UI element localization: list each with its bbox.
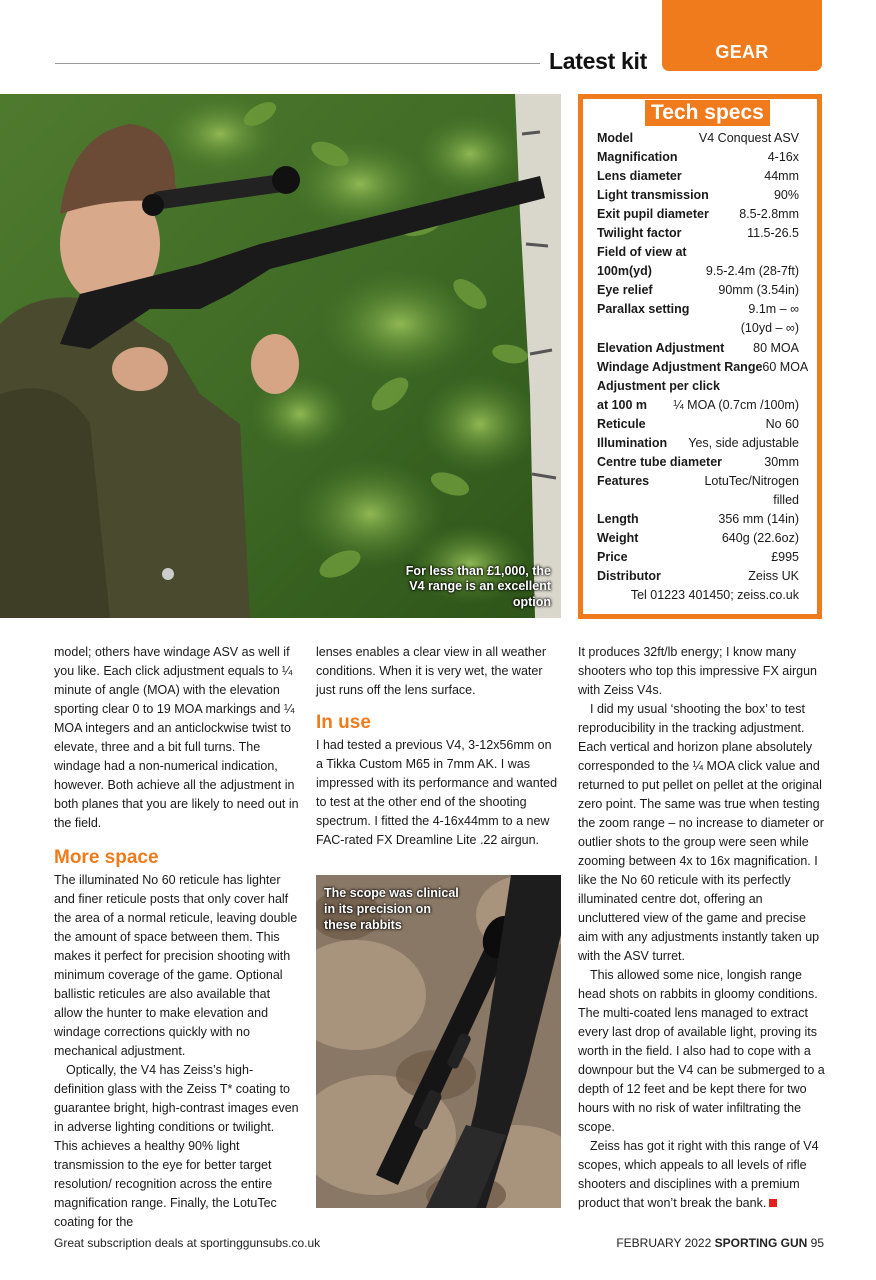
page-number: 95 <box>810 1236 824 1250</box>
body-paragraph: lenses enables a clear view in all weather conditions. When it is very wet, the water just runs off the lens surface. <box>316 645 546 697</box>
spec-label: Illumination <box>597 435 668 450</box>
spec-label: Light transmission <box>597 188 709 203</box>
subheading-more-space: More space <box>54 847 159 868</box>
spec-row <box>597 434 799 453</box>
spec-row <box>597 453 799 472</box>
spec-label: Lens diameter <box>597 169 682 184</box>
spec-label: 100m(yd) <box>597 264 652 279</box>
body-paragraph-final <box>578 1137 826 1213</box>
spec-value: V4 Conquest ASV <box>698 131 799 145</box>
spec-label: Distributor <box>597 569 661 584</box>
spec-row <box>597 339 799 358</box>
spec-label: Parallax setting <box>597 302 690 317</box>
spec-value: Yes, side adjustable <box>688 435 799 450</box>
hero-photo-caption: For less than £1,000, the V4 range is an excellent option <box>405 563 551 609</box>
article-column-3 <box>578 643 826 1213</box>
spec-label: Twilight factor <box>597 226 682 241</box>
spec-value: 640g (22.6oz) <box>721 530 799 545</box>
spec-label: Weight <box>597 530 639 545</box>
spec-row <box>597 529 799 548</box>
spec-value: ¼ MOA (0.7cm /100m) <box>673 397 799 412</box>
spec-row <box>597 148 799 167</box>
spec-value: 11.5-26.5 <box>747 226 799 241</box>
spec-label: Elevation Adjustment <box>597 340 725 355</box>
spec-value: filled <box>773 492 799 507</box>
spec-row <box>597 281 799 300</box>
footer-magazine: SPORTING GUN <box>714 1236 808 1250</box>
tech-specs-title: Tech specs <box>645 100 770 126</box>
spec-row <box>597 377 799 396</box>
spec-label: Reticule <box>597 416 646 431</box>
spec-row <box>597 415 799 434</box>
section-title: Latest kit <box>549 48 647 74</box>
spec-row <box>597 396 799 415</box>
spec-row <box>597 167 799 186</box>
spec-label: Model <box>597 131 634 145</box>
spec-value: 44mm <box>764 169 799 184</box>
rabbits-photo-caption: The scope was clinical in its precision on these rabbits <box>324 886 459 932</box>
spec-label: Features <box>597 473 650 488</box>
spec-row <box>597 300 799 319</box>
spec-row <box>597 129 799 148</box>
tech-specs-box <box>578 94 822 619</box>
spec-row <box>597 186 799 205</box>
spec-label: Length <box>597 511 639 526</box>
spec-value: 60 MOA <box>762 359 809 374</box>
section-tab <box>662 0 822 71</box>
spec-label: Magnification <box>597 150 678 165</box>
subheading-in-use: In use <box>316 712 371 733</box>
article-column-1 <box>54 643 299 1232</box>
spec-label: at 100 m <box>597 397 648 412</box>
spec-row <box>597 472 799 491</box>
spec-value: 9.5-2.4m (28-7ft) <box>705 264 799 279</box>
body-paragraph: Optically, the V4 has Zeiss’s high-definition glass with the Zeiss T* coating to guarantee bright, high-contrast images even in adverse lighting conditions or twilight. This achieves a healthy 90% light transmission to the eye for better target resolution/ recognition across the entire magnification range. Finally, the LotuTec coating for the <box>54 1063 299 1229</box>
spec-row <box>597 243 799 262</box>
footer-date: FEBRUARY 2022 <box>616 1236 712 1250</box>
body-paragraph: I did my usual ‘shooting the box’ to test reproducibility in the tracking adjustment. Each vertical and horizon plane absolutely corresponded to the ¼ MOA click value and returned to put pellet on pellet at the original zero point. The same was true when testing the zoom range – no increase to diameter or outlier shots to the group were seen while zooming between 4x to 16x magnification. I like the No 60 reticule with its perfectly illuminated centre dot, offering an uncluttered view of the game and precise aim with any adjustments instantly taken up with the ASV turret. <box>578 702 824 963</box>
spec-value: 90% <box>773 188 799 203</box>
header-rule <box>55 63 540 64</box>
spec-row <box>597 567 799 586</box>
spec-row <box>597 224 799 243</box>
spec-value: £995 <box>771 550 799 565</box>
hero-photo <box>0 94 561 618</box>
body-paragraph: model; others have windage ASV as well if you like. Each click adjustment equals to ¼ minute of angle (MOA) with the elevation sporting clear 0 to 19 MOA markings and ¼ MOA integers and an anticlockwise twist to elevate, three and a bit full turns. The windage had a non-numerical indication, however. Both achieve all the adjustment in both planes that you are likely to need out in the field. <box>54 645 299 830</box>
spec-row <box>597 262 799 281</box>
body-paragraph: It produces 32ft/lb energy; I know many shooters who top this impressive FX airgun with Zeiss V4s. <box>578 645 817 697</box>
spec-row <box>597 510 799 529</box>
spec-label: Centre tube diameter <box>597 454 723 469</box>
hero-photo-illustration <box>0 94 561 618</box>
body-paragraph: I had tested a previous V4, 3-12x56mm on a Tikka Custom M65 in 7mm AK. I was impressed with its performance and wanted to test at the other end of the shooting spectrum. I fitted the 4-16x44mm to a new FAC-rated FX Dreamline Lite .22 airgun. <box>316 738 558 847</box>
spec-value: 356 mm (14in) <box>718 511 799 526</box>
spec-label: Field of view at <box>597 245 687 260</box>
body-paragraph: This allowed some nice, longish range head shots on rabbits in gloomy conditions. The multi-coated lens managed to extract every last drop of available light, proving its worth in the field. I also had to cope with a downpour but the V4 can be submerged to a depth of 12 feet and be kept there for two hours with no risk of water infiltrating the scope. <box>578 968 825 1134</box>
spec-value: 30mm <box>764 454 799 469</box>
article-column-2 <box>316 643 561 850</box>
spec-label: Windage Adjustment Range <box>597 359 763 374</box>
body-paragraph: The illuminated No 60 reticule has lighter and finer reticule posts that only cover half the area of a normal reticule, leaving double the amount of space between them. This makes it perfect for precision shooting with minimum coverage of the game. Optional ballistic reticules are also available that allow the hunter to make elevation and windage corrections quickly with no mechanical adjustment. <box>54 873 298 1058</box>
spec-value: 4-16x <box>767 150 799 165</box>
footer-subscription: Great subscription deals at sportinggunsubs.co.uk <box>54 1236 321 1250</box>
end-mark-icon <box>769 1199 777 1207</box>
spec-value: 8.5-2.8mm <box>739 207 799 222</box>
spec-value: LotuTec/Nitrogen <box>704 473 799 488</box>
section-tab-label: GEAR <box>715 42 769 62</box>
spec-label: Eye relief <box>597 283 653 298</box>
spec-row <box>597 358 809 377</box>
spec-label: Exit pupil diameter <box>597 207 709 222</box>
footer-folio <box>616 1236 824 1250</box>
tech-specs-list <box>597 129 809 605</box>
spec-row <box>597 548 799 567</box>
spec-row <box>597 319 799 338</box>
spec-value: Zeiss UK <box>748 569 799 584</box>
final-paragraph-text: Zeiss has got it right with this range of V4 scopes, which appeals to all levels of rifle shooters and disciplines with a premium product that won’t break the bank. <box>578 1139 819 1210</box>
rabbits-photo <box>316 875 561 1208</box>
spec-row <box>597 205 799 224</box>
distributor-contact: Tel 01223 401450; zeiss.co.uk <box>630 588 799 603</box>
spec-value: 80 MOA <box>753 340 799 355</box>
spec-value: 9.1m – ∞ <box>748 302 799 317</box>
spec-value: 90mm (3.54in) <box>718 283 799 298</box>
spec-label: Adjustment per click <box>597 378 720 393</box>
spec-row <box>597 491 799 510</box>
spec-value: (10yd – ∞) <box>740 321 799 336</box>
spec-value: No 60 <box>765 416 799 431</box>
spec-label: Price <box>597 550 628 565</box>
